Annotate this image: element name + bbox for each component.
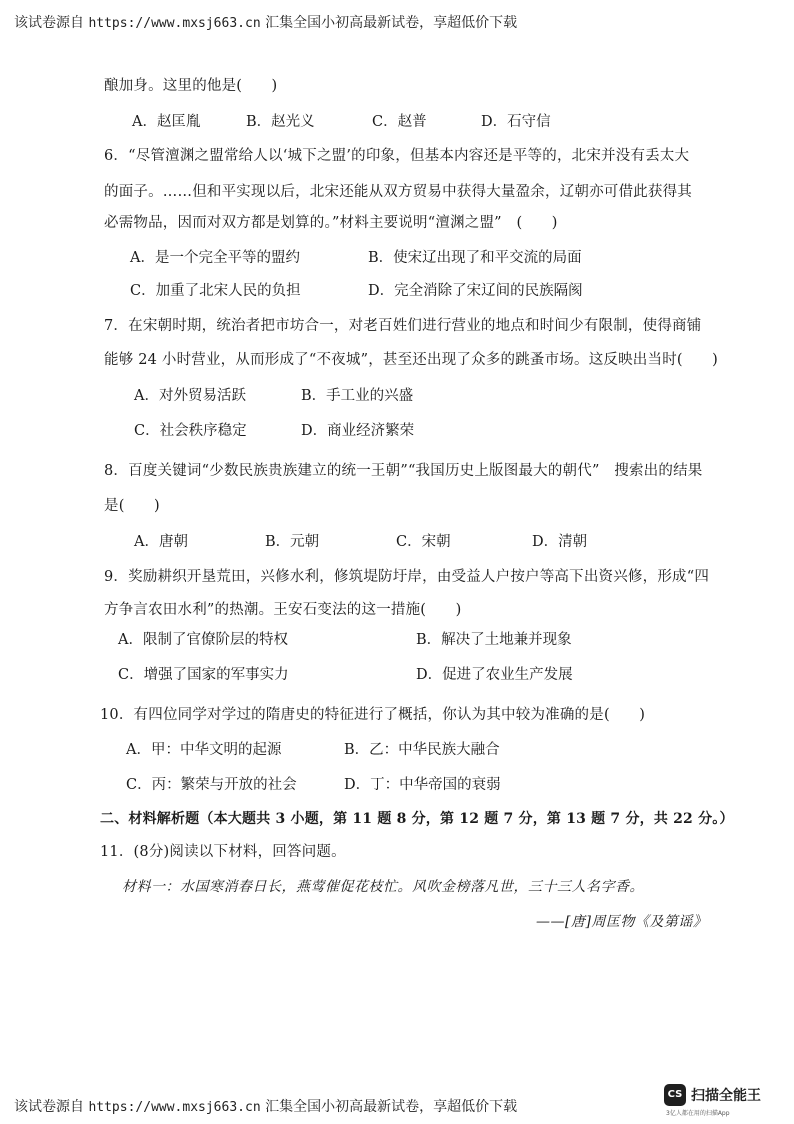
source-banner-top — [14, 12, 517, 32]
q6-stem-2: 的面子。……但和平实现以后，北宋还能从双方贸易中获得大量盈余，辽朝亦可借此获得其 — [104, 184, 692, 200]
banner-url[interactable]: https://www.mxsj663.cn — [88, 16, 261, 31]
section-2-heading: 二、材料解析题（本大题共 3 小题，第 11 题 8 分，第 12 题 7 分，第 13 题 7 分，共 22 分。） — [100, 811, 734, 827]
cropped-text-fragment — [470, 0, 620, 4]
material-1-source: ——[唐]周匡物《及第谣》 — [536, 914, 708, 930]
source-banner-bottom — [14, 1096, 517, 1116]
q7-option-b[interactable]: B．手工业的兴盛 — [301, 388, 414, 404]
q6-stem-3: 必需物品，因而对双方都是划算的。”材料主要说明“澶渊之盟” ( ) — [104, 215, 558, 231]
q7-option-d[interactable]: D．商业经济繁荣 — [301, 423, 415, 439]
q6-option-a[interactable]: A．是一个完全平等的盟约 — [130, 250, 300, 266]
q7-stem-2: 能够 24 小时营业，从而形成了“不夜城”，甚至还出现了众多的跳蚤市场。这反映出当时( ) — [104, 352, 719, 368]
q5-option-c[interactable]: C．赵普 — [372, 114, 427, 130]
q9-option-b[interactable]: B．解决了土地兼并现象 — [416, 632, 572, 648]
q8-option-a[interactable]: A．唐朝 — [134, 534, 188, 550]
q8-option-c[interactable]: C．宋朝 — [396, 534, 451, 550]
q6-option-d[interactable]: D．完全消除了宋辽间的民族隔阂 — [368, 283, 583, 299]
q9-stem-2: 方争言农田水利”的热潮。王安石变法的这一措施( ) — [104, 602, 462, 618]
q5-option-d[interactable]: D．石守信 — [481, 114, 551, 130]
q10-stem: 10．有四位同学对学过的隋唐史的特征进行了概括，你认为其中较为准确的是( ) — [100, 707, 646, 723]
q8-option-b[interactable]: B．元朝 — [265, 534, 320, 550]
q8-stem-2: 是( ) — [104, 498, 160, 514]
q8-stem-1: 8．百度关键词“少数民族贵族建立的统一王朝”“我国历史上版图最大的朝代” 搜索出的结果 — [104, 463, 703, 479]
q9-option-c[interactable]: C．增强了国家的军事实力 — [118, 667, 289, 683]
banner-suffix: 汇集全国小初高最新试卷，享超低价下载 — [265, 1099, 518, 1115]
q10-option-d[interactable]: D．丁：中华帝国的衰弱 — [344, 777, 501, 793]
q9-option-a[interactable]: A．限制了官僚阶层的特权 — [118, 632, 288, 648]
q10-option-a[interactable]: A．甲：中华文明的起源 — [126, 742, 282, 758]
q11-stem: 11．(8分)阅读以下材料，回答问题。 — [100, 844, 346, 860]
q8-option-d[interactable]: D．清朝 — [532, 534, 588, 550]
scanner-brand: 扫描全能王 — [691, 1088, 761, 1104]
banner-suffix: 汇集全国小初高最新试卷，享超低价下载 — [265, 15, 518, 31]
scanner-watermark — [664, 1082, 784, 1118]
q9-stem-1: 9．奖励耕织开垦荒田，兴修水利，修筑堤防圩岸，由受益人户按户等高下出资兴修，形成“四 — [104, 569, 710, 585]
banner-prefix: 该试卷源自 — [14, 1099, 84, 1115]
cs-logo-icon: CS — [664, 1084, 686, 1106]
scanner-tagline: 3亿人都在用的扫描App — [666, 1110, 730, 1117]
q7-option-a[interactable]: A．对外贸易活跃 — [134, 388, 246, 404]
q10-option-b[interactable]: B．乙：中华民族大融合 — [344, 742, 500, 758]
q7-option-c[interactable]: C．社会秩序稳定 — [134, 423, 247, 439]
q10-option-c[interactable]: C．丙：繁荣与开放的社会 — [126, 777, 297, 793]
q6-stem-1: 6．“尽管澶渊之盟常给人以‘城下之盟’的印象，但基本内容还是平等的，北宋并没有丢太大 — [104, 148, 690, 164]
material-1: 材料一：水国寒消春日长，燕莺催促花枝忙。风吹金榜落凡世，三十三人名字香。 — [122, 879, 644, 895]
banner-url[interactable]: https://www.mxsj663.cn — [88, 1100, 261, 1115]
q5-tail: 酿加身。这里的他是( ) — [104, 78, 278, 94]
q6-option-b[interactable]: B．使宋辽出现了和平交流的局面 — [368, 250, 582, 266]
q9-option-d[interactable]: D．促进了农业生产发展 — [416, 667, 573, 683]
q7-stem-1: 7．在宋朝时期，统治者把市坊合一，对老百姓们进行营业的地点和时间少有限制，使得商铺 — [104, 318, 702, 334]
q6-option-c[interactable]: C．加重了北宋人民的负担 — [130, 283, 301, 299]
banner-prefix: 该试卷源自 — [14, 15, 84, 31]
q5-option-b[interactable]: B．赵光义 — [246, 114, 315, 130]
q5-option-a[interactable]: A．赵匡胤 — [132, 114, 201, 130]
